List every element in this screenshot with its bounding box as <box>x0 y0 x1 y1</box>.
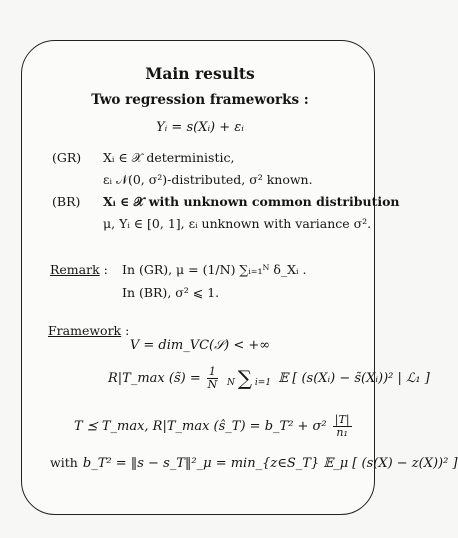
risk-fraction-numerator: 1 <box>208 365 216 378</box>
risk-lhs: R|T_max (s̃) = <box>108 371 201 386</box>
gr-label: (GR) <box>52 150 82 165</box>
framework-label: Framework <box>48 323 122 338</box>
remark-heading <box>50 262 108 277</box>
slide-frame <box>21 40 375 515</box>
gr-line-2: εᵢ 𝒩(0, σ²)-distributed, σ² known. <box>103 172 313 187</box>
bound-equation <box>74 414 354 439</box>
risk-sum-lower: i=1 <box>254 378 272 388</box>
risk-equation <box>108 366 430 391</box>
br-label: (BR) <box>52 194 81 209</box>
bias-equation <box>50 452 458 471</box>
slide-subtitle: Two regression frameworks : <box>91 92 309 108</box>
remark-line-1: In (GR), μ = (1/N) ∑ᵢ₌₁ᴺ δ_Xᵢ . <box>122 262 307 277</box>
remark-label: Remark <box>50 262 100 277</box>
slide-title: Main results <box>145 64 255 83</box>
gr-line-1: Xᵢ ∈ 𝒳 deterministic, <box>103 150 235 165</box>
br-line-1: Xᵢ ∈ 𝒳 with unknown common distribution <box>103 194 400 209</box>
risk-fraction-denominator: N <box>207 378 218 391</box>
framework-heading <box>48 323 129 338</box>
framework-colon: : <box>125 323 130 338</box>
sigma-symbol: ∑ <box>237 366 253 390</box>
model-equation: Yᵢ = s(Xᵢ) + εᵢ <box>156 120 244 135</box>
bias-definition: b_T² = ‖s − s_T‖²_μ = min_{z∈S_T} 𝔼_μ [ (s(X) − z(X))² ] <box>82 456 458 471</box>
bound-lhs: T ⪯ T_max, R|T_max (ŝ_T) = b_T² + σ² <box>74 419 327 434</box>
with-label: with <box>50 455 78 470</box>
bound-fraction-numerator: |T| <box>334 413 350 426</box>
vc-dimension-equation: V = dim_VC(𝒮) < +∞ <box>129 338 271 353</box>
bound-fraction <box>333 414 352 439</box>
risk-rhs: 𝔼 [ (s(Xᵢ) − s̃(Xᵢ))² | ℒ₁ ] <box>278 371 430 386</box>
risk-sum-upper: N <box>227 378 235 388</box>
bound-fraction-denominator: n₁ <box>336 426 348 439</box>
remark-line-2: In (BR), σ² ⩽ 1. <box>122 285 220 300</box>
remark-colon: : <box>103 262 108 277</box>
risk-fraction <box>207 366 218 391</box>
br-line-2: μ, Yᵢ ∈ [0, 1], εᵢ unknown with variance σ². <box>103 216 372 231</box>
risk-sum <box>227 366 272 390</box>
